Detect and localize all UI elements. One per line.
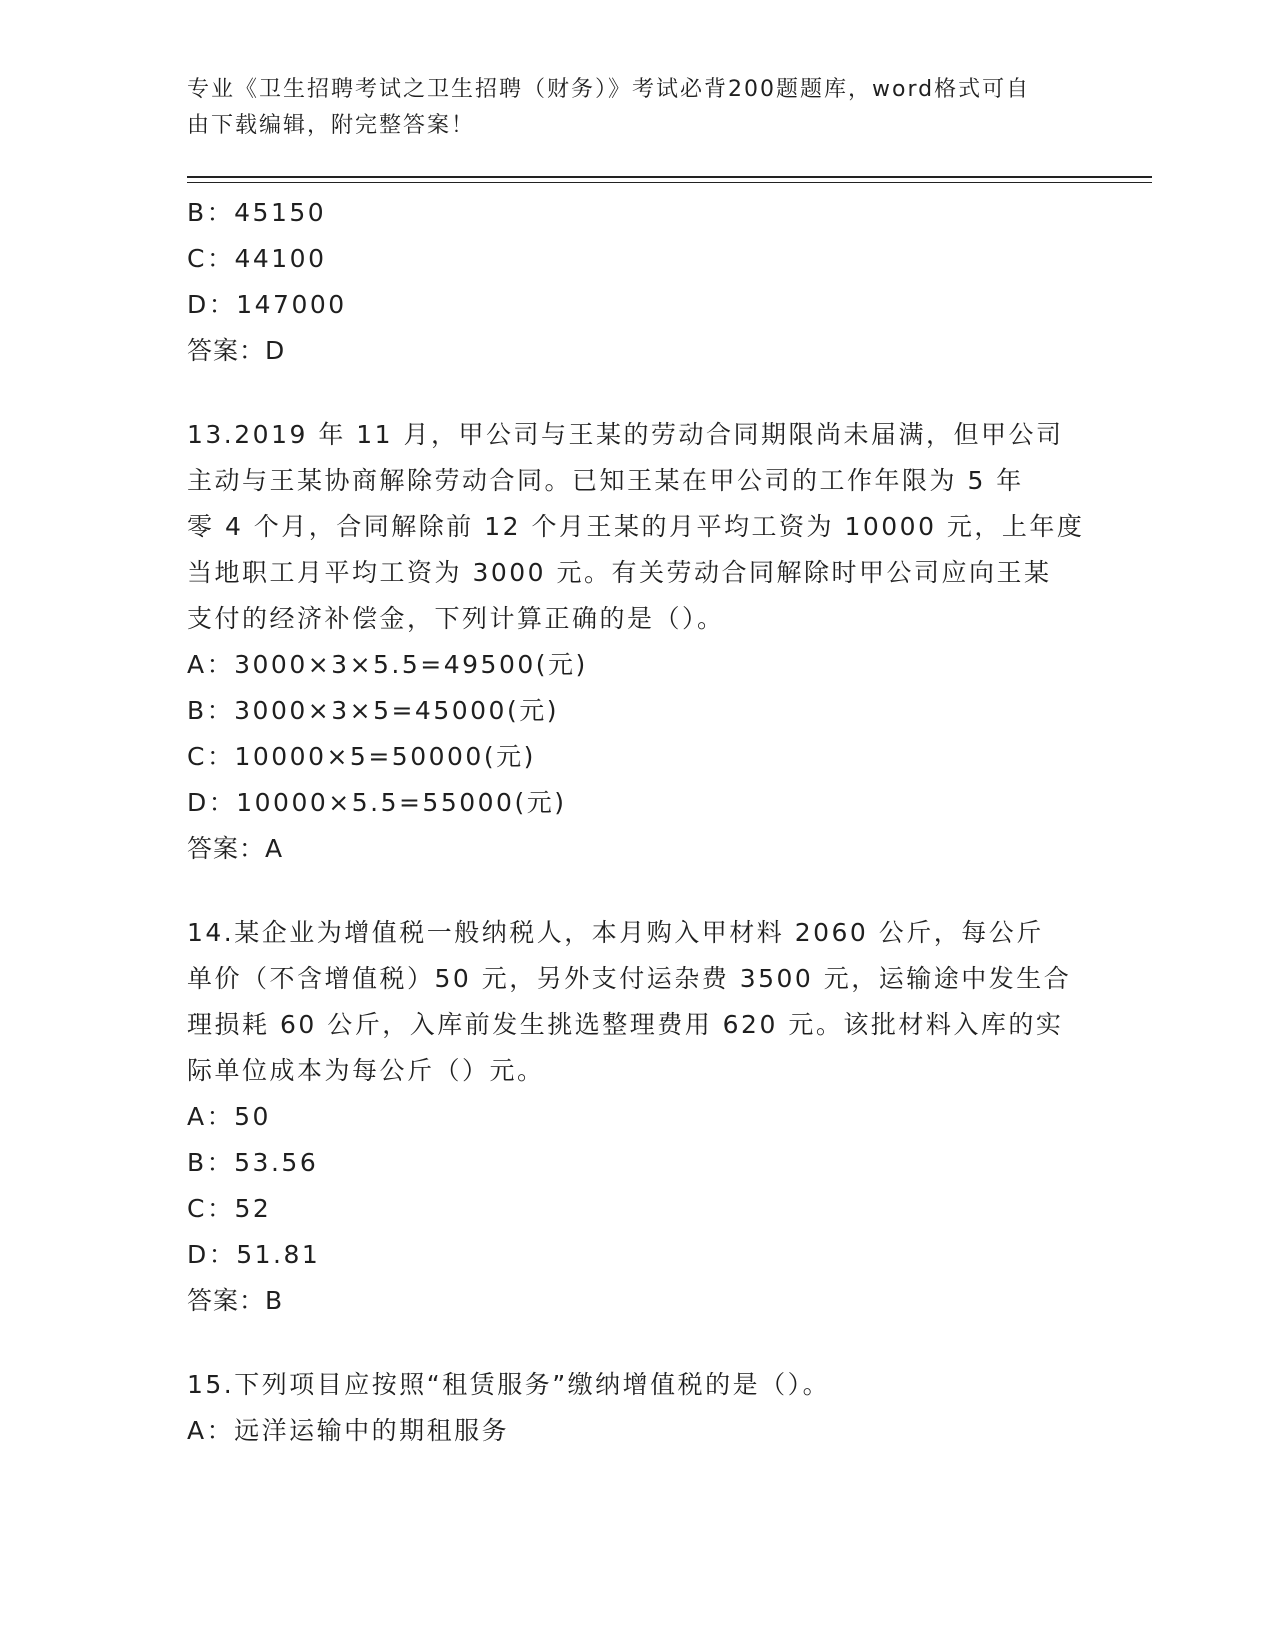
spacer — [187, 1324, 1087, 1362]
q13-answer: 答案：A — [187, 834, 284, 863]
q14-stem-line-3: 理损耗 60 公斤，入库前发生挑选整理费用 620 元。该批材料入库的实 — [187, 1010, 1064, 1039]
q13-stem-line-3: 零 4 个月，合同解除前 12 个月王某的月平均工资为 10000 元，上年度 — [187, 512, 1085, 541]
q14-option-a: A：50 — [187, 1102, 271, 1131]
question-12 — [187, 190, 1087, 374]
q14-stem-line-2: 单价（不含增值税）50 元，另外支付运杂费 3500 元，运输途中发生合 — [187, 964, 1072, 993]
q13-option-c: C：10000×5=50000(元) — [187, 742, 536, 771]
q13-stem — [187, 412, 1087, 642]
q13-stem-line-1: 13.2019 年 11 月，甲公司与王某的劳动合同期限尚未届满，但甲公司 — [187, 420, 1064, 449]
q15-stem-line-1: 15.下列项目应按照“租赁服务”缴纳增值税的是（）。 — [187, 1370, 831, 1399]
q13-option-a: A：3000×3×5.5=49500(元) — [187, 650, 588, 679]
question-14 — [187, 910, 1087, 1324]
header-divider-thick — [187, 176, 1152, 178]
q13-stem-line-5: 支付的经济补偿金，下列计算正确的是（）。 — [187, 604, 725, 633]
q14-stem — [187, 910, 1087, 1094]
q14-answer: 答案：B — [187, 1286, 284, 1315]
q14-option-d: D：51.81 — [187, 1240, 321, 1269]
q15-stem — [187, 1362, 1087, 1408]
spacer — [187, 872, 1087, 910]
q12-option-d: D：147000 — [187, 290, 347, 319]
q15-option-a: A：远洋运输中的期租服务 — [187, 1416, 510, 1445]
q14-option-b: B：53.56 — [187, 1148, 319, 1177]
q13-option-b: B：3000×3×5=45000(元) — [187, 696, 559, 725]
q13-stem-line-2: 主动与王某协商解除劳动合同。已知王某在甲公司的工作年限为 5 年 — [187, 466, 1024, 495]
q12-answer: 答案：D — [187, 336, 286, 365]
header-line-2: 由下载编辑，附完整答案！ — [187, 113, 476, 138]
question-13 — [187, 412, 1087, 872]
q13-option-d: D：10000×5.5=55000(元) — [187, 788, 567, 817]
q12-option-b: B：45150 — [187, 198, 327, 227]
q13-stem-line-4: 当地职工月平均工资为 3000 元。有关劳动合同解除时甲公司应向王某 — [187, 558, 1052, 587]
q14-option-c: C：52 — [187, 1194, 272, 1223]
question-15 — [187, 1362, 1087, 1454]
header-line-1: 专业《卫生招聘考试之卫生招聘（财务）》考试必背200题题库，word格式可自 — [187, 77, 1031, 102]
q12-option-c: C：44100 — [187, 244, 327, 273]
q14-stem-line-1: 14.某企业为增值税一般纳税人，本月购入甲材料 2060 公斤，每公斤 — [187, 918, 1044, 947]
q14-stem-line-4: 际单位成本为每公斤（）元。 — [187, 1056, 545, 1085]
spacer — [187, 374, 1087, 412]
document-body — [187, 190, 1087, 1454]
header-divider-thin — [187, 182, 1152, 183]
document-header — [187, 72, 1067, 144]
